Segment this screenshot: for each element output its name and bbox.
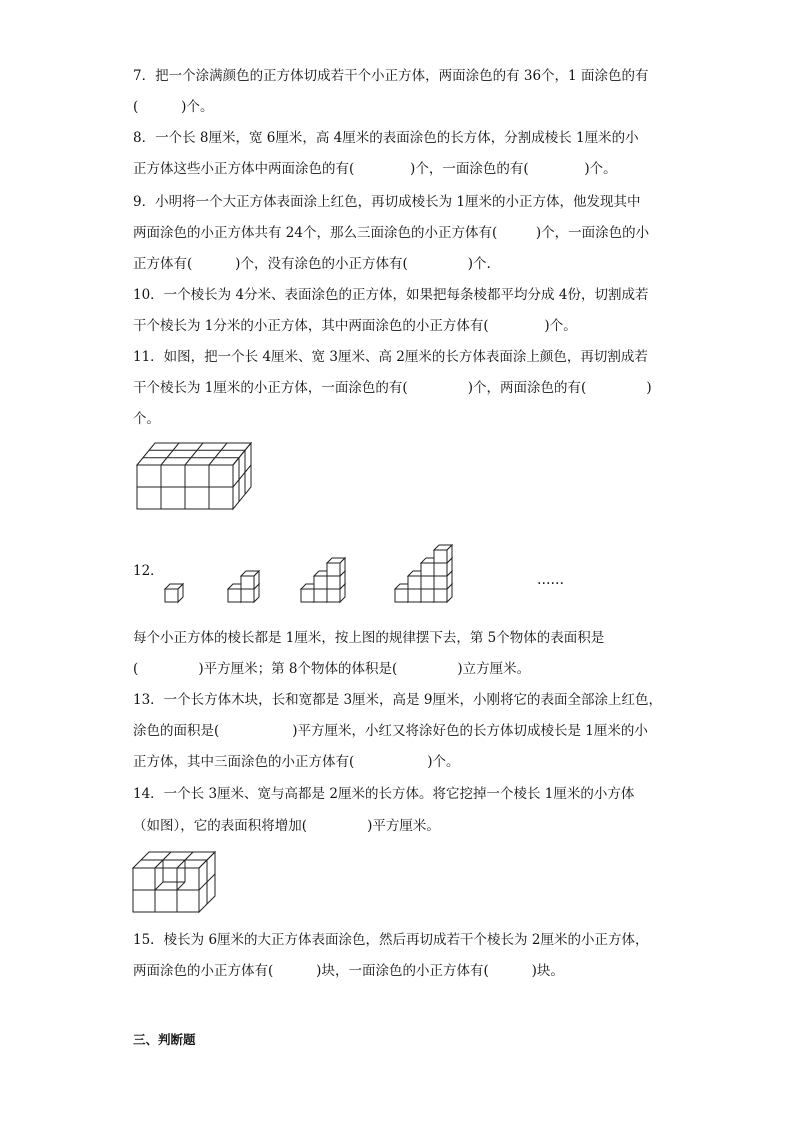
- question-13-line-2: 涂色的面积是( )平方厘米，小红又将涂好色的长方体切成棱长是 1厘米的小: [133, 723, 648, 739]
- unit-cube-face: [314, 576, 327, 589]
- unit-cube-face: [165, 589, 178, 602]
- unit-cube-face: [327, 576, 340, 589]
- unit-cube-face: [314, 589, 327, 602]
- unit-cube-face: [421, 576, 434, 589]
- question-13-line-3: 正方体，其中三面涂色的小正方体有( )个。: [133, 754, 460, 770]
- question-14-line-2: （如图），它的表面积将增加( )平方厘米。: [133, 818, 440, 834]
- question-11-line-2: 干个棱长为 1厘米的小正方体，一面涂色的有( )个，两面涂色的有( ): [133, 380, 652, 396]
- unit-cube-face: [434, 576, 447, 589]
- question-10-line-1: 10．一个棱长为 4分米、表面涂色的正方体，如果把每条棱都平均分成 4份，切割成若: [133, 287, 649, 303]
- unit-cube-face: [327, 589, 340, 602]
- unit-cube-face: [241, 576, 254, 589]
- section-title-true-false: 三、判断题: [133, 1032, 196, 1047]
- cuboid-4x3x2-figure: [136, 441, 256, 511]
- unit-cube-face: [327, 563, 340, 576]
- question-12-number: 12．: [133, 563, 164, 579]
- pattern-ellipsis: ……: [537, 572, 564, 588]
- unit-cube-face: [228, 589, 241, 602]
- unit-cube-face: [421, 589, 434, 602]
- unit-cube-face: [395, 589, 408, 602]
- notched-cuboid-figure: [131, 848, 217, 914]
- question-15-line-2: 两面涂色的小正方体有( )块，一面涂色的小正方体有( )块。: [133, 963, 564, 979]
- question-13-line-1: 13．一个长方体木块，长和宽都是 3厘米，高是 9厘米，小刚将它的表面全部涂上红色，: [133, 692, 662, 708]
- question-11-line-1: 11．如图，把一个长 4厘米、宽 3厘米、高 2厘米的长方体表面涂上颜色，再切割成若: [133, 349, 648, 365]
- unit-cube-face: [241, 589, 254, 602]
- question-7-line-1: 7．把一个涂满颜色的正方体切成若干个小正方体，两面涂色的有 36个，1 面涂色的有: [133, 68, 649, 84]
- question-12-line-1: 每个小正方体的棱长都是 1厘米，按上图的规律摆下去，第 5个物体的表面积是: [133, 630, 605, 646]
- question-10-line-2: 干个棱长为 1分米的小正方体，其中两面涂色的小正方体有( )个。: [133, 318, 577, 334]
- unit-cube-face: [301, 589, 314, 602]
- question-14-line-1: 14．一个长 3厘米、宽与高都是 2厘米的长方体。将它挖掉一个棱长 1厘米的小方体: [133, 786, 635, 802]
- question-9-line-1: 9．小明将一个大正方体表面涂上红色，再切成棱长为 1厘米的小正方体，他发现其中: [133, 194, 641, 210]
- unit-cube-face: [408, 576, 421, 589]
- unit-cube-face: [434, 550, 447, 563]
- question-12-line-2: ( )平方厘米；第 8个物体的体积是( )立方厘米。: [133, 661, 531, 677]
- question-8-line-2: 正方体这些小正方体中两面涂色的有( )个，一面涂色的有( )个。: [133, 161, 617, 177]
- question-7-line-2: ( )个。: [133, 99, 214, 115]
- question-11-line-3: 个。: [133, 411, 160, 427]
- question-8-line-1: 8．一个长 8厘米，宽 6厘米，高 4厘米的表面涂色的长方体，分割成棱长 1厘米的小: [133, 130, 639, 146]
- unit-cube-face: [408, 589, 421, 602]
- question-15-line-1: 15．棱长为 6厘米的大正方体表面涂色，然后再切成若干个棱长为 2厘米的小正方体，: [133, 932, 649, 948]
- staircase-cubes-figure: [162, 540, 467, 606]
- question-9-line-2: 两面涂色的小正方体共有 24个，那么三面涂色的小正方体有( )个，一面涂色的小: [133, 225, 650, 241]
- question-9-line-3: 正方体有( )个，没有涂色的小正方体有( )个.: [133, 256, 491, 272]
- unit-cube-face: [421, 563, 434, 576]
- unit-cube-face: [434, 589, 447, 602]
- unit-cube-face: [434, 563, 447, 576]
